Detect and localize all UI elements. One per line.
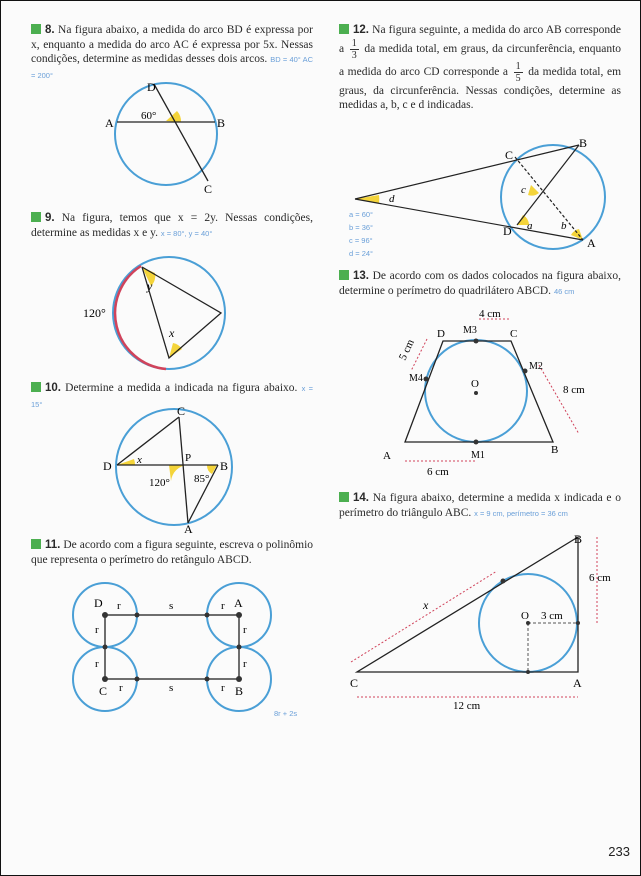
- fraction-1-numerator: 1: [351, 37, 357, 49]
- fig11-r-top-right: r: [221, 600, 225, 612]
- fig11-label-a: A: [234, 596, 243, 610]
- fig11-label-d: D: [94, 596, 103, 610]
- fig11-label-b: B: [235, 684, 244, 698]
- fig14-measure-12cm: 12 cm: [453, 700, 481, 712]
- fig13-measure-6cm: 6 cm: [427, 466, 449, 478]
- green-marker-icon: [31, 212, 41, 222]
- figure-11: [69, 579, 309, 719]
- fraction-one-fifth: [514, 61, 523, 84]
- figure-8: [101, 79, 241, 199]
- problem-11-answer: 8r + 2s: [274, 709, 298, 718]
- fraction-1-denominator: 3: [351, 49, 357, 61]
- problem-13: [339, 269, 621, 299]
- fig11-r-right-lower: r: [243, 658, 247, 670]
- fig13-label-m1: M1: [471, 450, 485, 461]
- fig8-label-c: C: [204, 182, 213, 196]
- page-number: 233: [608, 844, 630, 859]
- figure-12: [351, 137, 621, 253]
- fig13-label-d: D: [437, 328, 445, 340]
- fig12-label-d-angle: d: [389, 193, 395, 205]
- fig14-label-c: C: [350, 676, 359, 690]
- problem-10-text: Determine a medida a indicada na figura abaixo.: [65, 382, 298, 394]
- answer-d: d = 24°: [349, 249, 374, 258]
- fig14-measure-3cm: 3 cm: [541, 610, 563, 622]
- fig11-r-left-upper: r: [95, 624, 99, 636]
- problem-12-text-3: da medida total, em graus, da circunferência. Nessas condições, determine as medidas a, b, c e d indicadas.: [339, 65, 622, 111]
- problem-8-text: Na figura abaixo, a medida do arco BD é expressa por x, enquanto a medida do arco AC é expressa por 5x. Nessas condições, determine as medidas desses dois arcos.: [31, 24, 314, 65]
- fig11-r-bottom-left: r: [119, 682, 123, 694]
- fig11-r-bottom-right: r: [221, 682, 225, 694]
- problem-10-number: 10.: [45, 382, 61, 394]
- problem-11: [31, 538, 313, 567]
- green-marker-icon: [339, 492, 349, 502]
- fig11-s-top: s: [169, 600, 174, 612]
- fig13-measure-8cm: 8 cm: [563, 384, 585, 396]
- fig12-label-c: C: [505, 148, 514, 162]
- problem-8-number: 8.: [45, 24, 55, 36]
- fraction-one-third: [350, 38, 359, 61]
- fig11-label-c: C: [99, 684, 108, 698]
- green-marker-icon: [339, 24, 349, 34]
- problem-14-number: 14.: [353, 492, 369, 504]
- fig10-label-a: A: [184, 522, 193, 533]
- fig9-arc-label: 120°: [83, 306, 106, 320]
- answer-a: a = 60°: [349, 210, 374, 219]
- fig14-label-b: B: [574, 532, 583, 546]
- problem-10-answer: x = 15°: [31, 384, 314, 409]
- fig11-r-top-left: r: [117, 600, 121, 612]
- fig10-angle-85: 85°: [194, 473, 210, 485]
- fig10-label-b: B: [220, 459, 229, 473]
- fig8-label-b: B: [217, 116, 226, 130]
- fig10-label-x: x: [137, 454, 142, 466]
- fig11-r-left-lower: r: [95, 658, 99, 670]
- fig11-s-bottom: s: [169, 682, 174, 694]
- fig12-label-b-angle: b: [561, 220, 567, 232]
- figure-9: [81, 253, 231, 373]
- green-marker-icon: [339, 270, 349, 280]
- problem-12: [339, 23, 621, 113]
- fig13-label-a: A: [383, 450, 391, 462]
- problem-12-text-2: da medida total, em graus, da circunferência, enquanto a medida do arco CD corresponde a: [339, 42, 622, 78]
- fig14-label-x: x: [423, 598, 429, 612]
- figure-14: [345, 531, 630, 716]
- fig10-angle-120: 120°: [149, 477, 170, 489]
- fig9-label-x: x: [169, 326, 175, 340]
- fig13-label-c: C: [510, 328, 518, 340]
- fig14-label-o: O: [521, 610, 529, 622]
- fig8-angle: 60°: [141, 110, 157, 122]
- problem-9-answer: x = 80°, y = 40°: [160, 228, 213, 238]
- fig9-label-y: y: [147, 279, 153, 293]
- fig12-label-b: B: [579, 137, 588, 150]
- answer-c: c = 96°: [349, 236, 373, 245]
- fig13-label-o: O: [471, 378, 479, 390]
- fig13-measure-4cm: 4 cm: [479, 308, 501, 320]
- problem-14: [339, 491, 621, 521]
- answer-b: b = 36°: [349, 223, 374, 232]
- green-marker-icon: [31, 539, 41, 549]
- problem-14-answer: x = 9 cm, perímetro = 36 cm: [474, 508, 568, 518]
- fig11-r-right-upper: r: [243, 624, 247, 636]
- fig10-label-c: C: [177, 404, 186, 418]
- fig12-label-c-angle: c: [521, 184, 526, 196]
- green-marker-icon: [31, 24, 41, 34]
- fig13-label-m2: M2: [529, 361, 543, 372]
- fraction-2-denominator: 5: [515, 72, 521, 84]
- figure-10: [99, 403, 239, 533]
- fig13-label-m4: M4: [409, 373, 423, 384]
- fig10-label-d: D: [103, 459, 112, 473]
- fig12-label-a: A: [587, 236, 596, 250]
- fig13-label-m3: M3: [463, 325, 477, 336]
- problem-9: [31, 211, 313, 241]
- problem-11-text: De acordo com a figura seguinte, escreva o polinômio que representa o perímetro do retângulo ABCD.: [31, 539, 314, 566]
- fig12-label-a-angle: a: [527, 220, 533, 232]
- green-marker-icon: [31, 382, 41, 392]
- problem-13-text: De acordo com os dados colocados na figura abaixo, determine o perímetro do quadrilátero ABCD.: [339, 270, 621, 297]
- problem-9-number: 9.: [45, 212, 55, 224]
- fig13-label-b: B: [551, 444, 559, 456]
- fig10-label-p: P: [185, 452, 192, 464]
- fraction-2-numerator: 1: [515, 60, 521, 72]
- fig12-label-d: D: [503, 224, 512, 238]
- fig13-measure-5cm: 5 cm: [396, 337, 417, 363]
- fig14-label-a: A: [573, 676, 582, 690]
- problem-12-number: 12.: [353, 24, 369, 36]
- problem-12-text-1: Na figura seguinte, a medida do arco AB corresponde a: [339, 24, 622, 55]
- problem-8: [31, 23, 313, 83]
- figure-13: [383, 303, 608, 481]
- problem-13-number: 13.: [353, 270, 369, 282]
- fig8-label-d: D: [147, 80, 156, 94]
- problem-9-text: Na figura, temos que x = 2y. Nessas condições, determine as medidas x e y.: [31, 212, 314, 239]
- fig8-label-a: A: [105, 116, 114, 130]
- problem-13-answer: 46 cm: [553, 286, 575, 296]
- problem-14-text: Na figura abaixo, determine a medida x indicada e o perímetro do triângulo ABC.: [339, 492, 622, 519]
- problem-11-number: 11.: [45, 539, 61, 551]
- fig14-measure-6cm: 6 cm: [589, 572, 611, 584]
- problem-8-answer: BD = 40° AC = 200°: [31, 55, 314, 80]
